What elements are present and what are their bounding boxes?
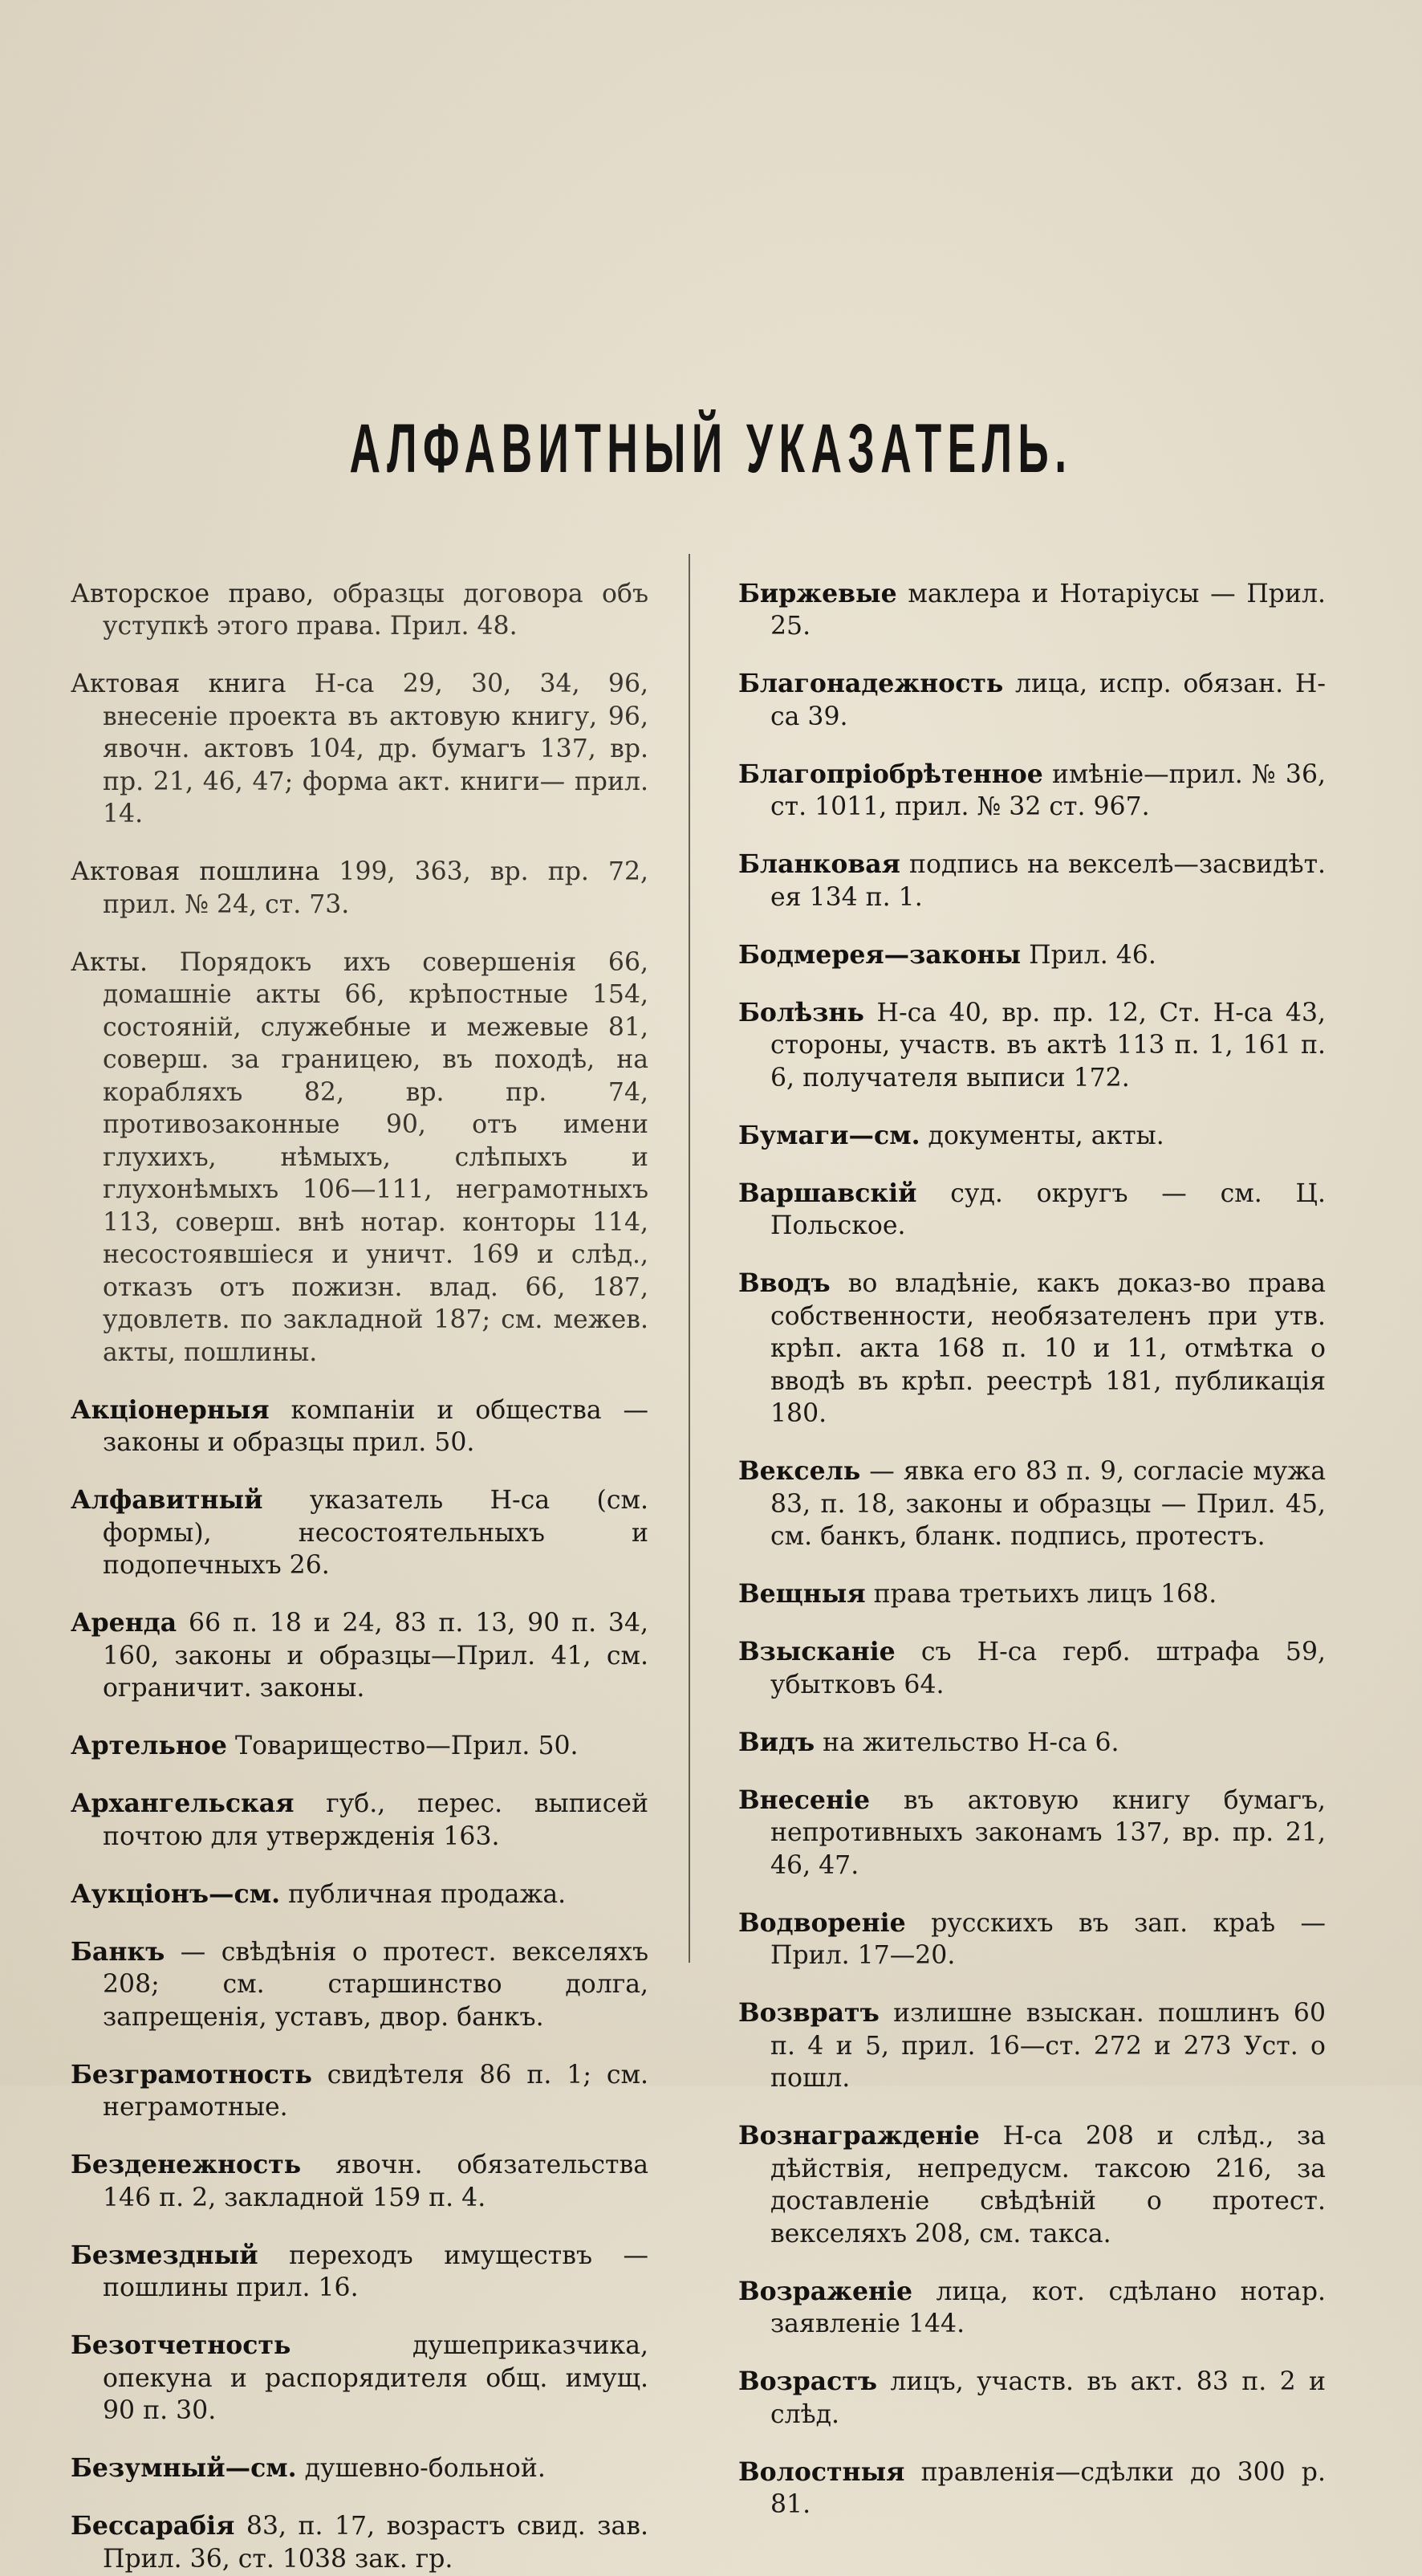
index-entry [738,2366,1326,2431]
entry-text: душеприказчика, опекуна и распорядителя общ. имущ. 90 п. 30. [103,2331,648,2425]
entry-text: Товарищество—Прил. 50. [234,1732,579,1760]
entry-term: Аукціонъ—см. [71,1878,281,1909]
entry-term: Вознагражденіе [738,2121,980,2151]
entry-term: Безграмотность [71,2059,312,2090]
index-entry [738,1120,1326,1153]
entry-text: 66 п. 18 и 24, 83 п. 13, 90 п. 34, 160, законы и образцы—Прил. 41, см. ограничит. законы. [103,1609,649,1703]
entry-text: лицъ, участв. въ акт. 83 п. 2 и слѣд. [770,2367,1326,2429]
entry-text: Н-са 40, вр. пр. 12, Ст. Н-са 43, стороны, участв. въ актѣ 113 п. 1, 161 п. 6, получателя выписи 172. [770,998,1327,1093]
entry-text: свидѣтеля 86 п. 1; см. неграмотные. [103,2060,649,2122]
entry-term: Архангельская [71,1789,295,1818]
entry-text: 83, п. 17, возрастъ свид. зав. Прил. 36, ст. 1038 зак. гр. [103,2512,649,2574]
entry-term: Бессарабія [71,2511,235,2541]
entry-text: документы, акты. [928,1121,1164,1150]
index-entry [71,2330,648,2427]
entry-term: Биржевые [738,578,897,608]
index-entry [738,1178,1326,1243]
index-entry [71,946,648,1369]
index-entry [71,2240,648,2305]
entry-text: 199, 363, вр. пр. 72, прил. № 24, ст. 73. [103,857,648,919]
index-entry [738,1636,1326,1701]
entry-text: — свѣдѣнія о протест. векселяхъ 208; см. старшинство долга, запрещенія, уставъ, двор. банкъ. [103,1937,649,2032]
entry-term: Варшавскій [738,1178,917,1208]
index-entry [71,1607,648,1705]
index-entry [71,1730,648,1763]
entry-text: публичная продажа. [288,1879,567,1909]
entry-text: компаніи и общества — законы и образцы прил. 50. [103,1395,649,1457]
entry-text: имѣніе—прил. № 36, ст. 1011, прил. № 32 ст. 967. [770,759,1327,821]
index-entry [71,1936,648,2034]
entry-term: Видъ [738,1727,815,1757]
entry-term: Бодмерея—законы [738,939,1022,970]
index-entry [738,759,1326,824]
entry-term: Возвратъ [738,1998,880,2028]
index-column-right [738,552,1326,2525]
index-entry [71,578,648,643]
index-entry [738,1455,1326,1553]
entry-term: Взысканіе [738,1637,896,1666]
index-entry [738,2276,1326,2341]
entry-text: губ., перес. выписей почтою для утвержденія 163. [103,1789,649,1851]
page-title: АЛФАВИТНЫЙ УКАЗАТЕЛЬ. [349,410,1073,487]
index-entry [738,1268,1326,1430]
entry-term: Бланковая [738,849,900,879]
entry-term: Авторское право, [71,579,315,608]
entry-text: излишне взыскан. пошлинъ 60 п. 4 и 5, прил. 16—ст. 272 и 273 Уст. о пошл. [770,1999,1326,2093]
entry-text: — явка его 83 п. 9, согласіе мужа 83, п. 18, законы и образцы — Прил. 45, см. банкъ, бланк. подпись, протестъ. [770,1457,1326,1551]
entry-term: Болѣзнь [738,997,864,1028]
entry-text: во владѣніе, какъ доказ-во права собственности, необязателенъ при утв. крѣп. акта 168 п. 10 и 11, отмѣтка о вводѣ въ крѣп. реестрѣ 181, публикація 180. [770,1269,1327,1428]
index-entry [71,2149,648,2214]
index-entry [738,2120,1326,2250]
entry-term: Вещныя [738,1579,866,1609]
entry-term: Волостныя [738,2456,905,2487]
entry-text: правленія—сдѣлки до 300 р. 81. [770,2457,1326,2519]
index-entry [71,668,648,831]
entry-term: Безумный—см. [71,2453,297,2483]
entry-text: Н-са 208 и слѣд., за дѣйствія, непредусм. таксою 216, за доставленіе свѣдѣній о протест. векселяхъ 208, см. такса. [770,2122,1326,2248]
index-entry [738,1727,1326,1760]
index-entry [738,2456,1326,2521]
entry-text: явочн. обязательства 146 п. 2, закладной 159 п. 4. [103,2151,648,2212]
entry-text: на жительство Н-са 6. [823,1728,1119,1757]
entry-term: Вводъ [738,1268,831,1298]
index-entry [738,668,1326,733]
entry-term: Внесеніе [738,1784,871,1815]
index-entry [71,1484,648,1582]
entry-term: Безотчетность [71,2330,291,2360]
entry-term: Банкъ [71,1936,165,1967]
entry-text: права третьихъ лицъ 168. [873,1580,1217,1609]
index-entry [71,2452,648,2485]
entry-term: Безденежность [71,2150,302,2179]
entry-term: Вексель [738,1456,861,1486]
index-entry [71,2510,648,2575]
entry-text: въ актовую книгу бумагъ, непротивныхъ законамъ 137, вр. пр. 21, 46, 47. [770,1785,1326,1880]
index-entry [738,939,1326,972]
index-entry [738,1997,1326,2095]
column-divider [689,554,690,1963]
index-entry [738,578,1326,643]
index-entry [738,1907,1326,1972]
index-entry [738,848,1326,914]
entry-text: съ Н-са герб. штрафа 59, убытковъ 64. [770,1638,1327,1699]
entry-text: Н-са 29, 30, 34, 96, внесеніе проекта въ актовую книгу, 96, явочн. актовъ 104, др. бумагъ 137, вр. пр. 21, 46, 47; форма акт. книги— прил. 14. [103,669,648,828]
entry-term: Актовая книга [71,669,286,698]
entry-text: суд. округъ — см. Ц. Польское. [770,1178,1327,1240]
entry-term: Благопріобрѣтенное [738,759,1043,789]
entry-term: Безмездный [71,2240,258,2270]
entry-term: Акты. [71,947,148,977]
index-entry [71,2059,648,2124]
entry-text: подпись на векселѣ—засвидѣт. ея 134 п. 1. [770,850,1327,912]
index-entry [71,1878,648,1911]
entry-text: русскихъ въ зап. краѣ — Прил. 17—20. [770,1908,1326,1970]
index-entry [738,1578,1326,1611]
entry-text: душевно-больной. [304,2454,546,2483]
entry-term: Бумаги—см. [738,1120,920,1150]
entry-text: образцы договора объ уступкѣ этого права. Прил. 48. [103,579,648,641]
entry-text: маклера и Нотаріусы — Прил. 25. [770,579,1326,641]
entry-term: Акціонерныя [71,1394,270,1425]
entry-text: Порядокъ ихъ совершенія 66, домашніе акты 66, крѣпостные 154, состояній, служебные и межевые 81, соверш. за границею, въ походѣ, на корабляхъ 82, вр. пр. 74, противозаконные 90, отъ имени глухихъ, нѣмыхъ, слѣпыхъ и глухонѣмыхъ 106—111, неграмотныхъ 113, соверш. внѣ нотар. конторы 114, несостоявшіеся и уничт. 169 и слѣд., отказъ отъ пожизн. влад. 66, 187, удовлетв. по закладной 187; см. межев. акты, пошлины. [103,947,649,1367]
entry-term: Артельное [71,1731,227,1760]
entry-text: переходъ имуществъ — пошлины прил. 16. [103,2240,649,2302]
index-entry [71,1788,648,1853]
entry-term: Возраженіе [738,2276,913,2306]
index-entry [71,1394,648,1459]
index-column-left [71,552,648,2576]
entry-text: Прил. 46. [1029,940,1156,970]
index-entry [738,1784,1326,1882]
entry-term: Алфавитный [71,1485,263,1515]
entry-text: указатель Н-са (см. формы), несостоятельныхъ и подопечныхъ 26. [103,1486,649,1580]
index-entry [738,997,1326,1095]
entry-term: Водвореніе [738,1907,906,1938]
entry-text: лица, испр. обязан. Н-са 39. [770,669,1326,731]
entry-text: лица, кот. сдѣлано нотар. заявленіе 144. [770,2277,1327,2338]
entry-term: Возрастъ [738,2366,878,2396]
entry-term: Аренда [71,1608,177,1638]
entry-term: Актовая пошлина [71,857,320,886]
entry-term: Благонадежность [738,669,1004,698]
index-entry [71,856,648,921]
